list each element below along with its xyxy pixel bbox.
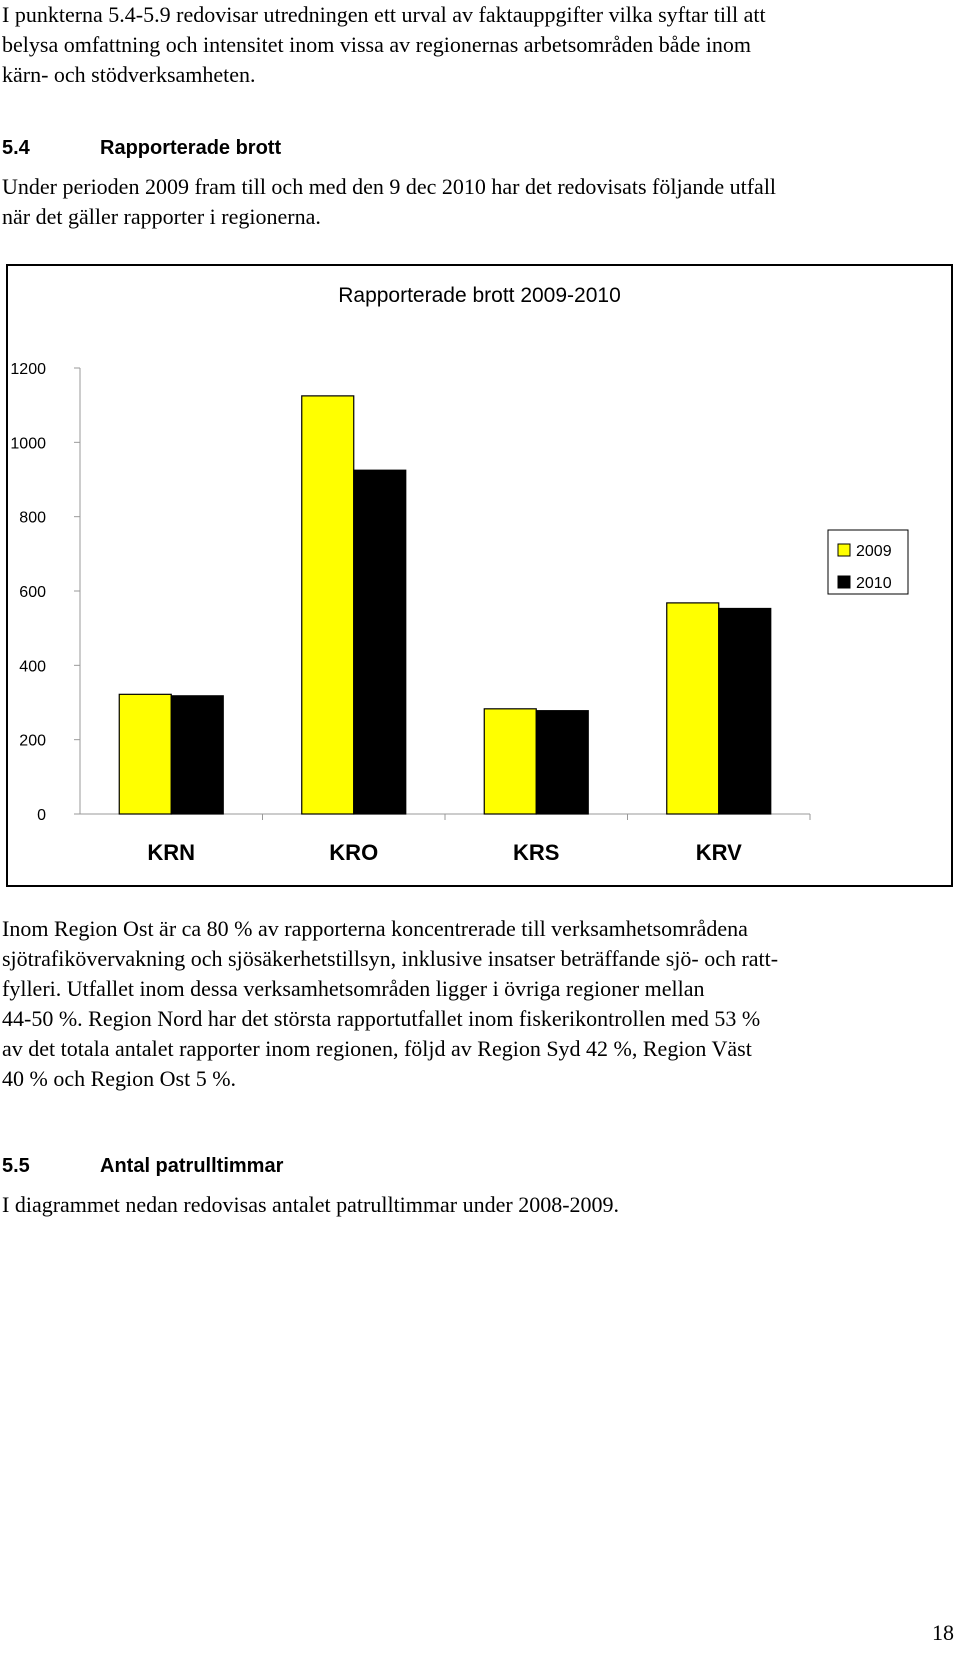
section-number: 5.5 xyxy=(2,1155,30,1177)
after-chart-line-5: av det totala antalet rapporter inom regionen, följd av Region Syd 42 %, Region Väst xyxy=(2,1036,752,1061)
after-chart-paragraph xyxy=(2,914,952,1094)
intro-paragraph xyxy=(2,0,952,90)
bar-KRV-2009 xyxy=(667,603,719,814)
y-tick-label: 800 xyxy=(19,509,46,527)
section-5-4-paragraph xyxy=(2,172,952,232)
y-tick-label: 1200 xyxy=(10,361,46,378)
y-tick-label: 1000 xyxy=(10,435,46,453)
bar-chart xyxy=(6,264,953,887)
section-5-4-line-2: när det gäller rapporter i regionerna. xyxy=(2,204,321,229)
bar-KRO-2010 xyxy=(354,470,406,814)
x-category-label: KRV xyxy=(695,840,742,865)
section-title: Antal patrulltimmar xyxy=(100,1155,284,1177)
legend-swatch-2009 xyxy=(838,544,850,556)
page-number: 18 xyxy=(932,1620,954,1645)
y-tick-label: 0 xyxy=(37,807,46,824)
legend-label-2009: 2009 xyxy=(856,543,892,560)
bar-KRN-2010 xyxy=(171,696,223,814)
section-5-5-line-1: I diagrammet nedan redovisas antalet patrulltimmar under 2008-2009. xyxy=(2,1192,620,1217)
chart-canvas xyxy=(8,266,951,885)
intro-line-1: I punkterna 5.4-5.9 redovisar utredningen ett urval av faktauppgifter vilka syftar till att xyxy=(2,2,766,27)
section-heading-5-4 xyxy=(2,136,281,160)
x-category-label: KRN xyxy=(147,840,196,865)
bar-KRO-2009 xyxy=(302,396,354,814)
x-category-label: KRS xyxy=(513,840,560,865)
x-category-label: KRO xyxy=(329,840,379,865)
bar-KRS-2009 xyxy=(484,709,536,814)
bar-KRN-2009 xyxy=(119,694,171,814)
after-chart-line-1: Inom Region Ost är ca 80 % av rapporterna koncentrerade till verksamhetsområdena xyxy=(2,916,748,941)
legend-swatch-2010 xyxy=(838,576,850,588)
section-title: Rapporterade brott xyxy=(100,137,282,159)
y-tick-label: 200 xyxy=(19,732,46,750)
section-5-5-paragraph xyxy=(2,1190,952,1220)
y-tick-label: 400 xyxy=(19,658,46,676)
y-tick-label: 600 xyxy=(19,584,46,601)
after-chart-line-3: fylleri. Utfallet inom dessa verksamhetsområden ligger i övriga regioner mellan xyxy=(2,976,705,1001)
intro-line-3: kärn- och stödverksamheten. xyxy=(2,62,256,87)
intro-line-2: belysa omfattning och intensitet inom vissa av regionernas arbetsområden både inom xyxy=(2,32,752,57)
chart-title: Rapporterade brott 2009-2010 xyxy=(338,284,621,307)
bar-KRV-2010 xyxy=(719,608,771,814)
bar-KRS-2010 xyxy=(536,711,588,814)
section-number: 5.4 xyxy=(2,137,30,159)
after-chart-line-6: 40 % och Region Ost 5 %. xyxy=(2,1066,237,1091)
after-chart-line-2: sjötrafikövervakning och sjösäkerhetstillsyn, inklusive insatser beträffande sjö- och ratt- xyxy=(2,946,779,971)
legend-label-2010: 2010 xyxy=(856,575,892,592)
section-heading-5-5 xyxy=(2,1154,283,1178)
after-chart-line-4: 44-50 %. Region Nord har det största rapportutfallet inom fiskerikontrollen med 53 % xyxy=(2,1006,761,1031)
section-5-4-line-1: Under perioden 2009 fram till och med den 9 dec 2010 har det redovisats följande utfall xyxy=(2,174,777,199)
